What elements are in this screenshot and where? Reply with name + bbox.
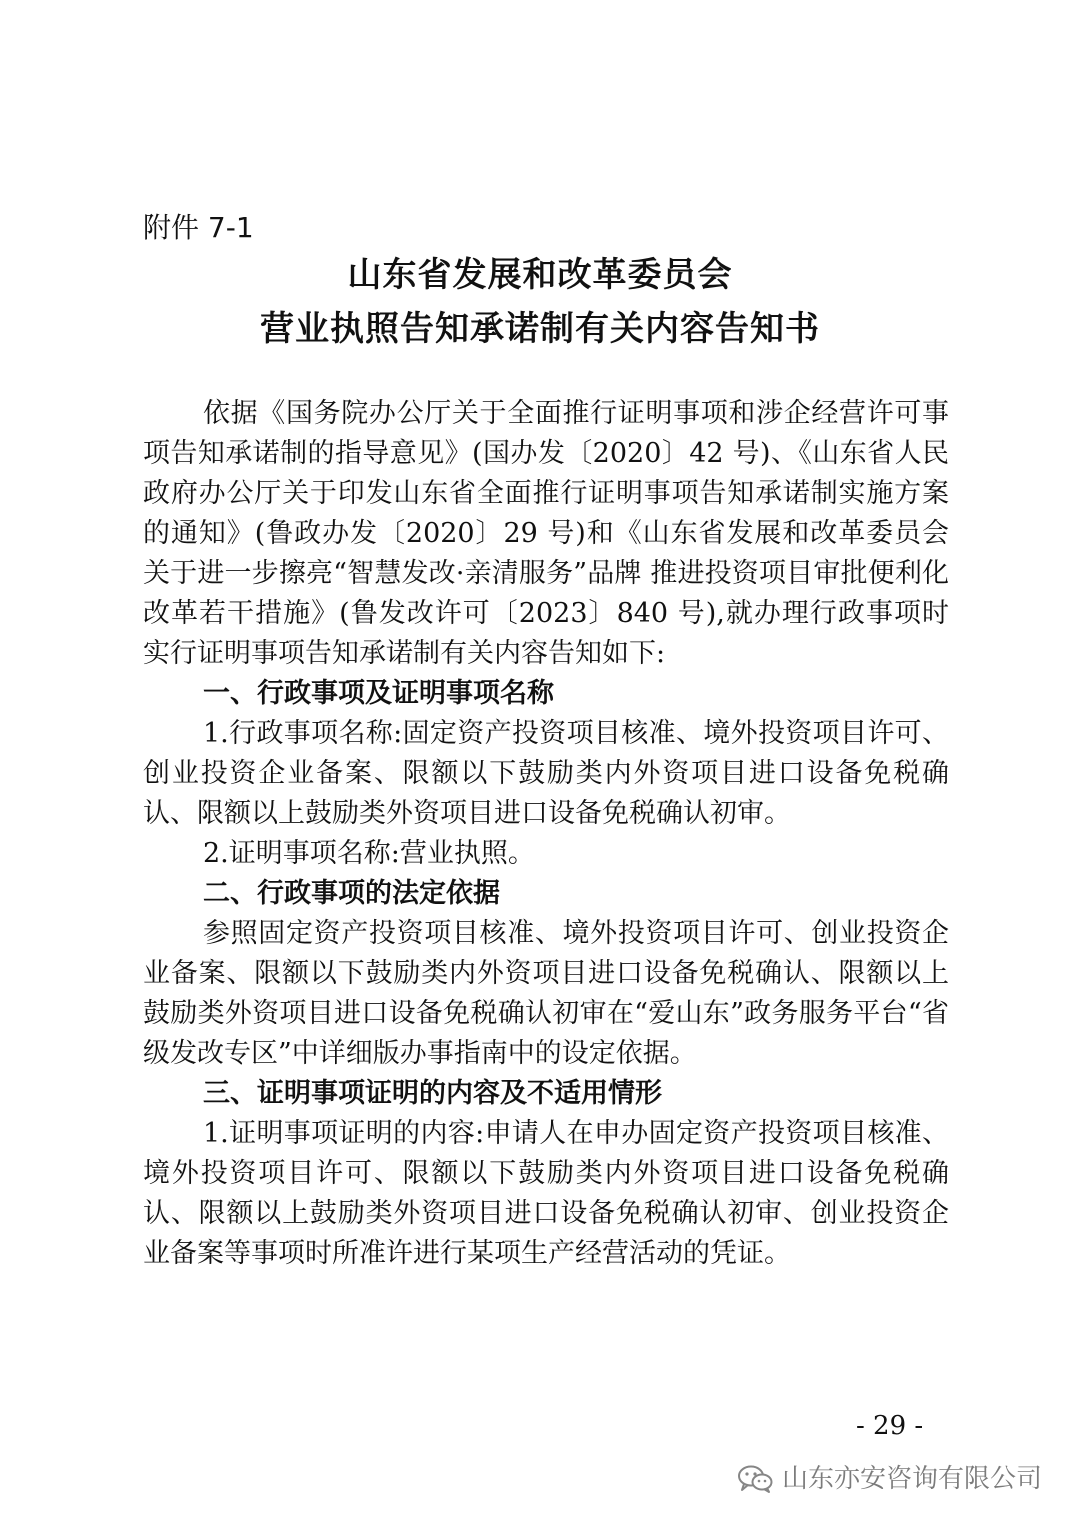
wechat-icon <box>736 1464 774 1494</box>
watermark-text: 山东亦安咨询有限公司 <box>781 1464 1042 1494</box>
section-heading-1: 一、行政事项及证明事项名称 <box>203 678 554 709</box>
section-heading-2: 二、行政事项的法定依据 <box>203 878 500 909</box>
document-title-line-1: 山东省发展和改革委员会 <box>347 255 733 295</box>
section-1-item-2: 2.证明事项名称:营业执照。 <box>203 838 535 869</box>
page-number: - 29 - <box>856 1411 924 1441</box>
section-heading-3: 三、证明事项证明的内容及不适用情形 <box>203 1078 662 1109</box>
section-1-item-1: 1.行政事项名称:固定资产投资项目核准、境外投资项目许可、创业投资企业备案、限额以下鼓励类内外资项目进口设备免税确认、限额以上鼓励类外资项目进口设备免税确认初审。 <box>143 718 949 829</box>
attachment-label: 附件 7-1 <box>143 211 254 244</box>
section-2-paragraph: 参照固定资产投资项目核准、境外投资项目许可、创业投资企业备案、限额以下鼓励类内外资项目进口设备免税确认、限额以上鼓励类外资项目进口设备免税确认初审在“爱山东”政务服务平台“省级发改专区”中详细版办事指南中的设定依据。 <box>143 918 949 1069</box>
section-3-item-1: 1.证明事项证明的内容:申请人在申办固定资产投资项目核准、境外投资项目许可、限额以下鼓励类内外资项目进口设备免税确认、限额以上鼓励类外资项目进口设备免税确认初审、创业投资企业备案等事项时所准许进行某项生产经营活动的凭证。 <box>143 1118 949 1269</box>
intro-paragraph: 依据《国务院办公厅关于全面推行证明事项和涉企经营许可事项告知承诺制的指导意见》(国办发〔2020〕42 号)、《山东省人民政府办公厅关于印发山东省全面推行证明事项告知承诺制实施方案的通知》(鲁政办发〔2020〕29 号)和《山东省发展和改革委员会关于进一步擦亮“智慧发改·亲清服务”品牌 推进投资项目审批便利化改革若干措施》(鲁发改许可〔2023〕840 号),就办理行政事项时实行证明事项告知承诺制有关内容告知如下: <box>143 398 949 669</box>
document-title-line-2: 营业执照告知承诺制有关内容告知书 <box>260 309 820 349</box>
document-body <box>143 394 949 1274</box>
watermark <box>736 1462 1042 1496</box>
